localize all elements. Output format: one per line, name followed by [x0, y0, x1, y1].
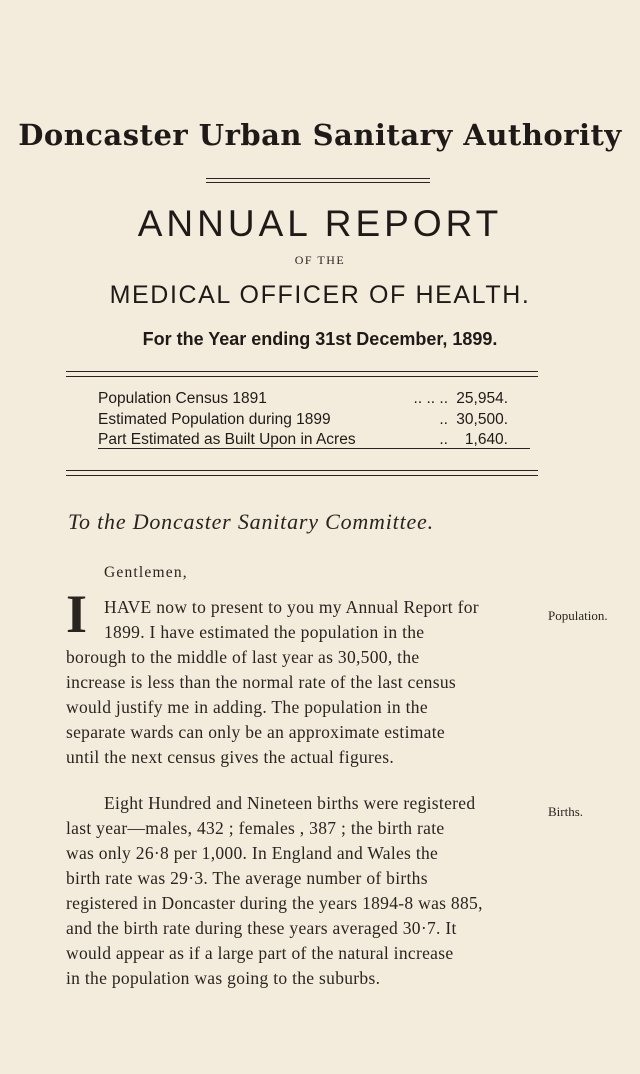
strikethrough-line — [98, 448, 530, 449]
stat-label: Part Estimated as Built Upon in Acres — [98, 431, 356, 448]
stat-value: 25,954. — [456, 390, 508, 407]
stat-label: Population Census 1891 — [98, 390, 267, 407]
of-the-text: OF THE — [294, 253, 346, 267]
margin-note-births: Births. — [548, 804, 584, 819]
paragraph-line: HAVE now to present to you my Annual Report for — [104, 597, 479, 617]
paragraph-line: registered in Doncaster during the years 1894-8 was 885, — [66, 893, 483, 913]
paragraph-line: birth rate was 29·3. The average number of births — [66, 868, 428, 888]
gentlemen-greeting: Gentlemen, — [104, 564, 188, 581]
stat-dots: .. — [439, 431, 448, 448]
stats-bottom-rule — [66, 475, 538, 476]
title-rule — [206, 182, 430, 183]
stat-row — [98, 390, 538, 411]
paragraph-line: would justify me in adding. The population in the — [66, 697, 428, 717]
authority-title: Doncaster Urban Sanitary Authority — [18, 118, 622, 152]
moh-heading: MEDICAL OFFICER OF HEALTH. — [109, 281, 531, 309]
paragraph-line: borough to the middle of last year as 30,500, the — [66, 647, 420, 667]
paragraph-line: separate wards can only be an approximate estimate — [66, 722, 445, 742]
stat-value: 30,500. — [456, 410, 508, 428]
stat-dots: .. .. .. — [413, 390, 448, 407]
paragraph-line: increase is less than the normal rate of the last census — [66, 672, 457, 692]
margin-note-population: Population. — [548, 608, 608, 623]
stats-bottom-rule — [66, 470, 538, 471]
salutation: To the Doncaster Sanitary Committee. — [68, 509, 434, 534]
annual-report-heading: ANNUAL REPORT — [137, 203, 503, 244]
stats-top-rule — [66, 376, 538, 377]
paragraph-line: last year—males, 432 ; females , 387 ; the birth rate — [66, 818, 445, 838]
paragraph-line: until the next census gives the actual figures. — [66, 747, 395, 767]
paragraph-line: Eight Hundred and Nineteen births were registered — [104, 793, 476, 813]
stat-dots: .. — [439, 410, 448, 428]
stat-label: Estimated Population during 1899 — [98, 410, 331, 428]
paragraph-line: 1899. I have estimated the population in the — [104, 622, 425, 642]
paragraph-line: was only 26·8 per 1,000. In England and Wales the — [66, 843, 439, 863]
stats-top-rule — [66, 371, 538, 372]
stat-value: 1,640. — [464, 431, 508, 448]
population-stats — [98, 390, 538, 452]
paragraph-line: and the birth rate during these years averaged 30·7. It — [66, 918, 457, 938]
paragraph-line: in the population was going to the suburbs. — [66, 968, 381, 988]
title-rule — [206, 178, 430, 179]
stat-row — [98, 411, 538, 432]
year-line: For the Year ending 31st December, 1899. — [142, 329, 498, 349]
drop-cap: I — [66, 584, 88, 644]
paragraph-line: would appear as if a large part of the natural increase — [66, 943, 454, 963]
